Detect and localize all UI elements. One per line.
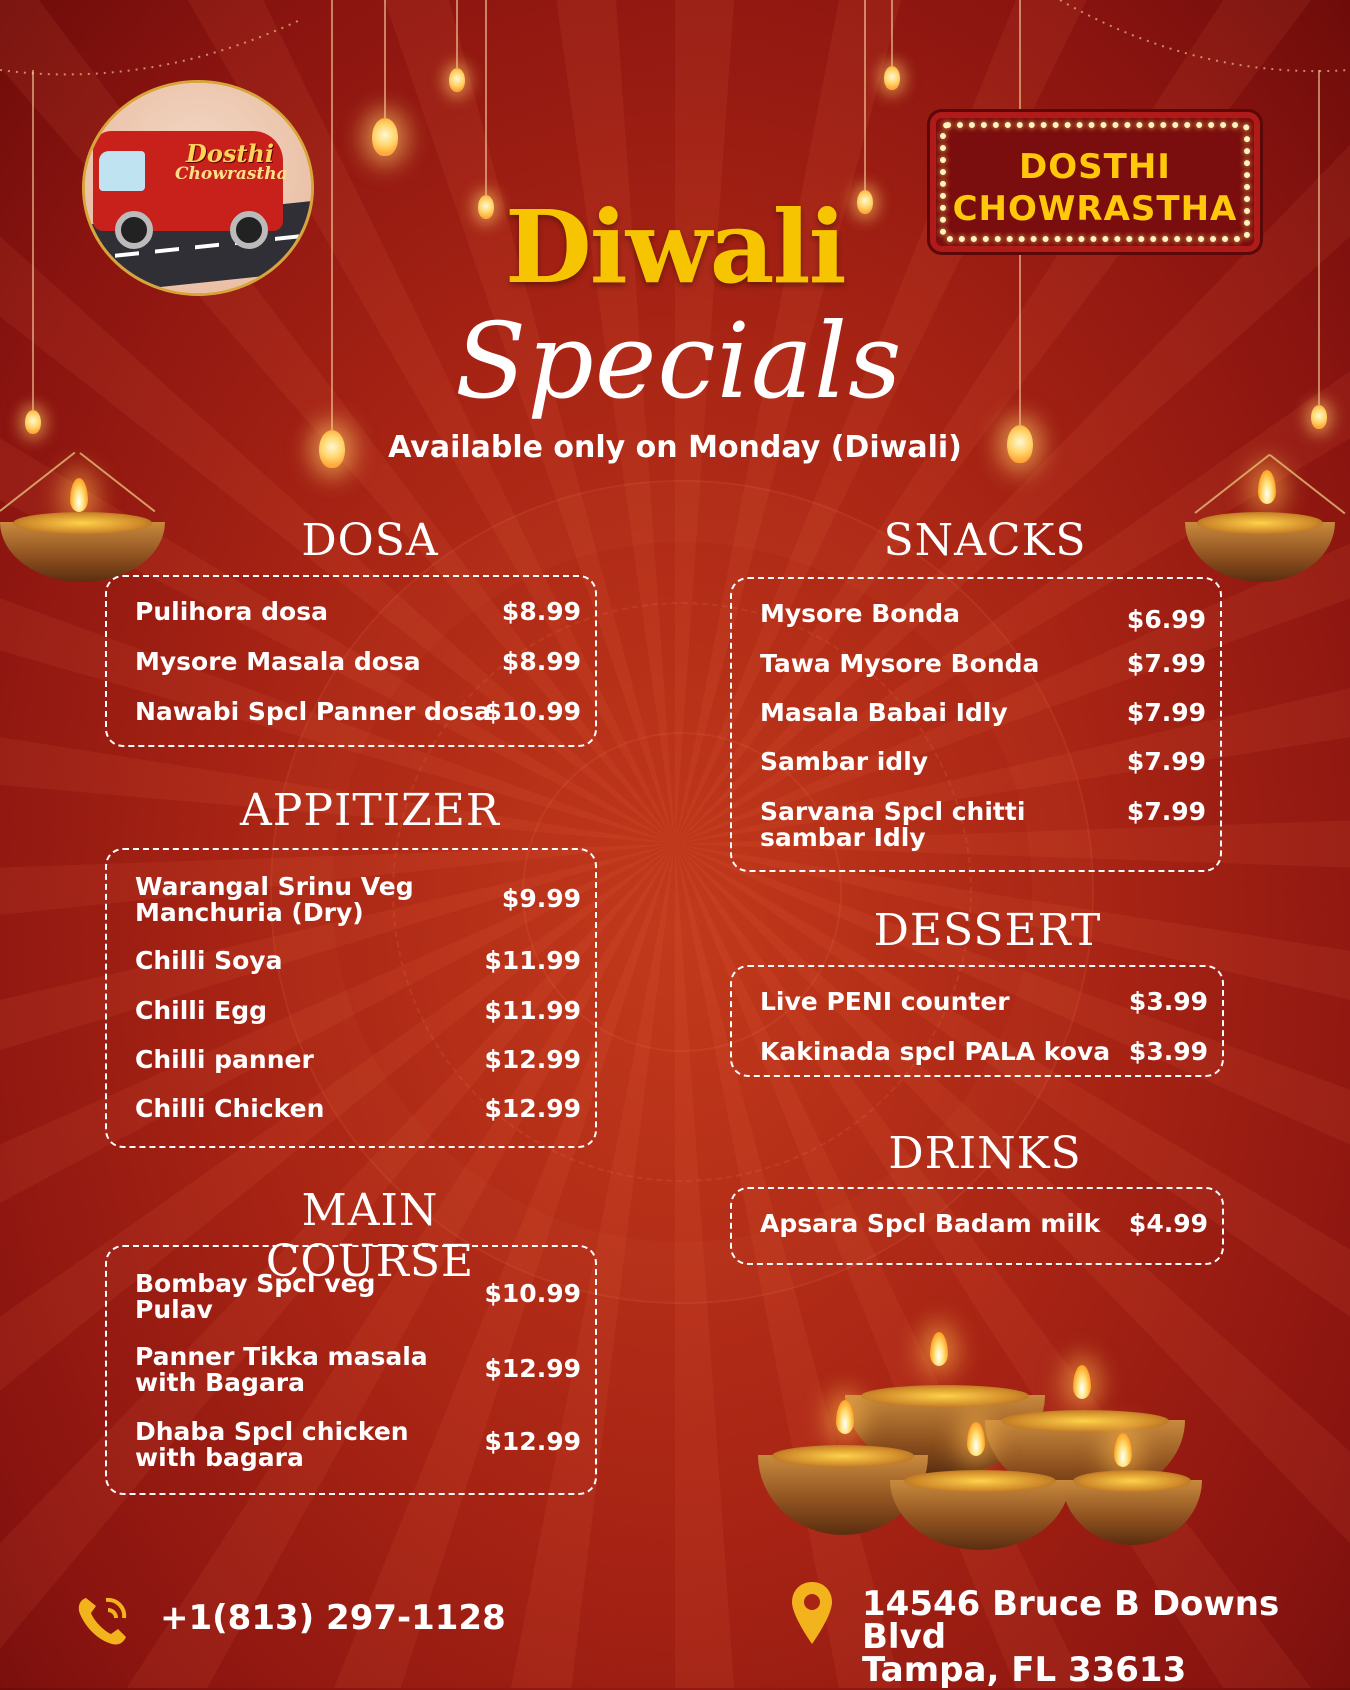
menu-box-main-course: Bombay Spcl veg Pulav $10.99 Panner Tikka masala with Bagara $12.99 Dhaba Spcl chicken with bagara $12.99 [105,1245,597,1495]
restaurant-logo [82,80,314,296]
logo-text: Dosthi Chowrastha [175,139,288,185]
address-line-1: 14546 Bruce B Downs Blvd [862,1584,1280,1657]
title-specials: Specials [455,300,903,422]
bulb-wire [32,70,34,410]
bulb-wire [1318,70,1320,405]
availability-note: Available only on Monday (Diwali) [388,430,962,465]
brand-sign [930,112,1260,252]
menu-box-dessert: Live PENI counter $3.99 Kakinada spcl PALA kova $3.99 [730,965,1224,1077]
location-pin-icon [790,1580,834,1646]
bulb-wire [384,0,386,118]
bulb-wire [331,0,333,430]
menu-box-appetizer: Warangal Srinu Veg Manchuria (Dry) $9.99 Chilli Soya $11.99 Chilli Egg $11.99 Chilli panner $12.99 Chilli Chicken $12.99 [105,848,597,1148]
wheel-icon [230,211,268,249]
wheel-icon [115,211,153,249]
bulb-wire [864,0,866,195]
bulb-wire [891,0,893,68]
section-title-dessert: DESSERT [873,905,1102,956]
bulb-wire [485,0,487,195]
bulb-light [857,190,873,214]
section-title-appetizer: APPITIZER [240,785,500,836]
menu-box-snacks: Mysore Bonda $6.99 Tawa Mysore Bonda $7.99 Masala Babai Idly $7.99 Sambar idly $7.99 Sarvana Spcl chitti sambar Idly $7.99 [730,577,1222,872]
title-diwali: Diwali [505,188,845,306]
section-title-snacks: SNACKS [883,515,1087,566]
address [862,1584,1350,1690]
menu-box-dosa: Pulihora dosa $8.99 Mysore Masala dosa $8.99 Nawabi Spcl Panner dosa $10.99 [105,575,597,747]
phone-icon [74,1592,134,1648]
bulb-light [1311,405,1327,429]
address-line-2: Tampa, FL 33613 [862,1650,1187,1690]
menu-box-drinks: Apsara Spcl Badam milk $4.99 [730,1187,1224,1265]
bulb-light [884,66,900,90]
bulb-light [478,195,494,219]
section-title-drinks: DRINKS [888,1128,1082,1179]
sign-line-1: DOSTHI [1019,147,1171,187]
sign-line-2: CHOWRASTHA [952,189,1238,229]
section-title-main-course: MAIN COURSE [265,1185,475,1287]
bulb-light [372,118,398,156]
phone-number[interactable]: +1(813) 297-1128 [160,1598,506,1638]
bulb-light [449,68,465,92]
section-title-dosa: DOSA [301,515,439,566]
bulb-wire [456,0,458,68]
